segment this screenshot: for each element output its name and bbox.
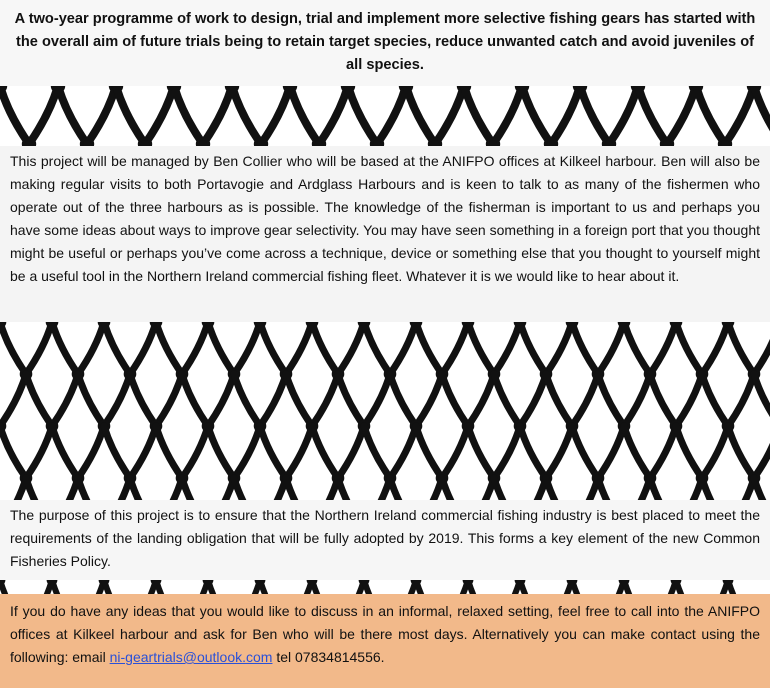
fishing-net-image: [0, 86, 770, 146]
purpose-panel: [0, 500, 770, 580]
purpose-paragraph: The purpose of this project is to ensure that the Northern Ireland commercial fishing industry is best placed to meet the requirements of the landing obligation that will be fully adopted by 2019. This forms a key element of the new Common Fisheries Policy.: [10, 507, 760, 569]
intro-banner: [0, 0, 770, 86]
project-panel: [0, 146, 770, 322]
contact-text: [10, 600, 760, 669]
fishing-net-strip-top: [0, 86, 770, 146]
intro-text: A two-year programme of work to design, trial and implement more selective fishing gears has started with the overall aim of future trials being to retain target species, reduce unwanted catch and avoid juveniles of all species.: [14, 11, 756, 73]
email-link[interactable]: ni-geartrials@outlook.com: [109, 649, 273, 665]
contact-text-before: If you do have any ideas that you would like to discuss in an informal, relaxed setting, feel free to call into the ANIFPO offices at Kilkeel harbour and ask for Ben who will be there most days. Alternatively you can make contact using the following: email: [10, 603, 760, 665]
fishing-net-image: [0, 580, 770, 594]
contact-panel: [0, 594, 770, 688]
contact-phone: tel 07834814556.: [272, 649, 385, 665]
fishing-net-image: [0, 322, 770, 500]
fishing-net-strip-bottom: [0, 580, 770, 594]
project-paragraph: This project will be managed by Ben Collier who will be based at the ANIFPO offices at Kilkeel harbour. Ben will also be making regular visits to both Portavogie and Ardglass Harbours and is keen to talk to as many of the fishermen who operate out of the three harbours as is possible. The knowledge of the fisherman is important to us and perhaps you have some ideas about ways to improve gear selectivity. You may have seen something in a foreign port that you thought might be useful or perhaps you’ve come across a technique, device or something else that you thought to yourself might be a useful tool in the Northern Ireland commercial fishing fleet. Whatever it is we would like to hear about it.: [10, 153, 760, 284]
fishing-net-strip-middle: [0, 322, 770, 500]
